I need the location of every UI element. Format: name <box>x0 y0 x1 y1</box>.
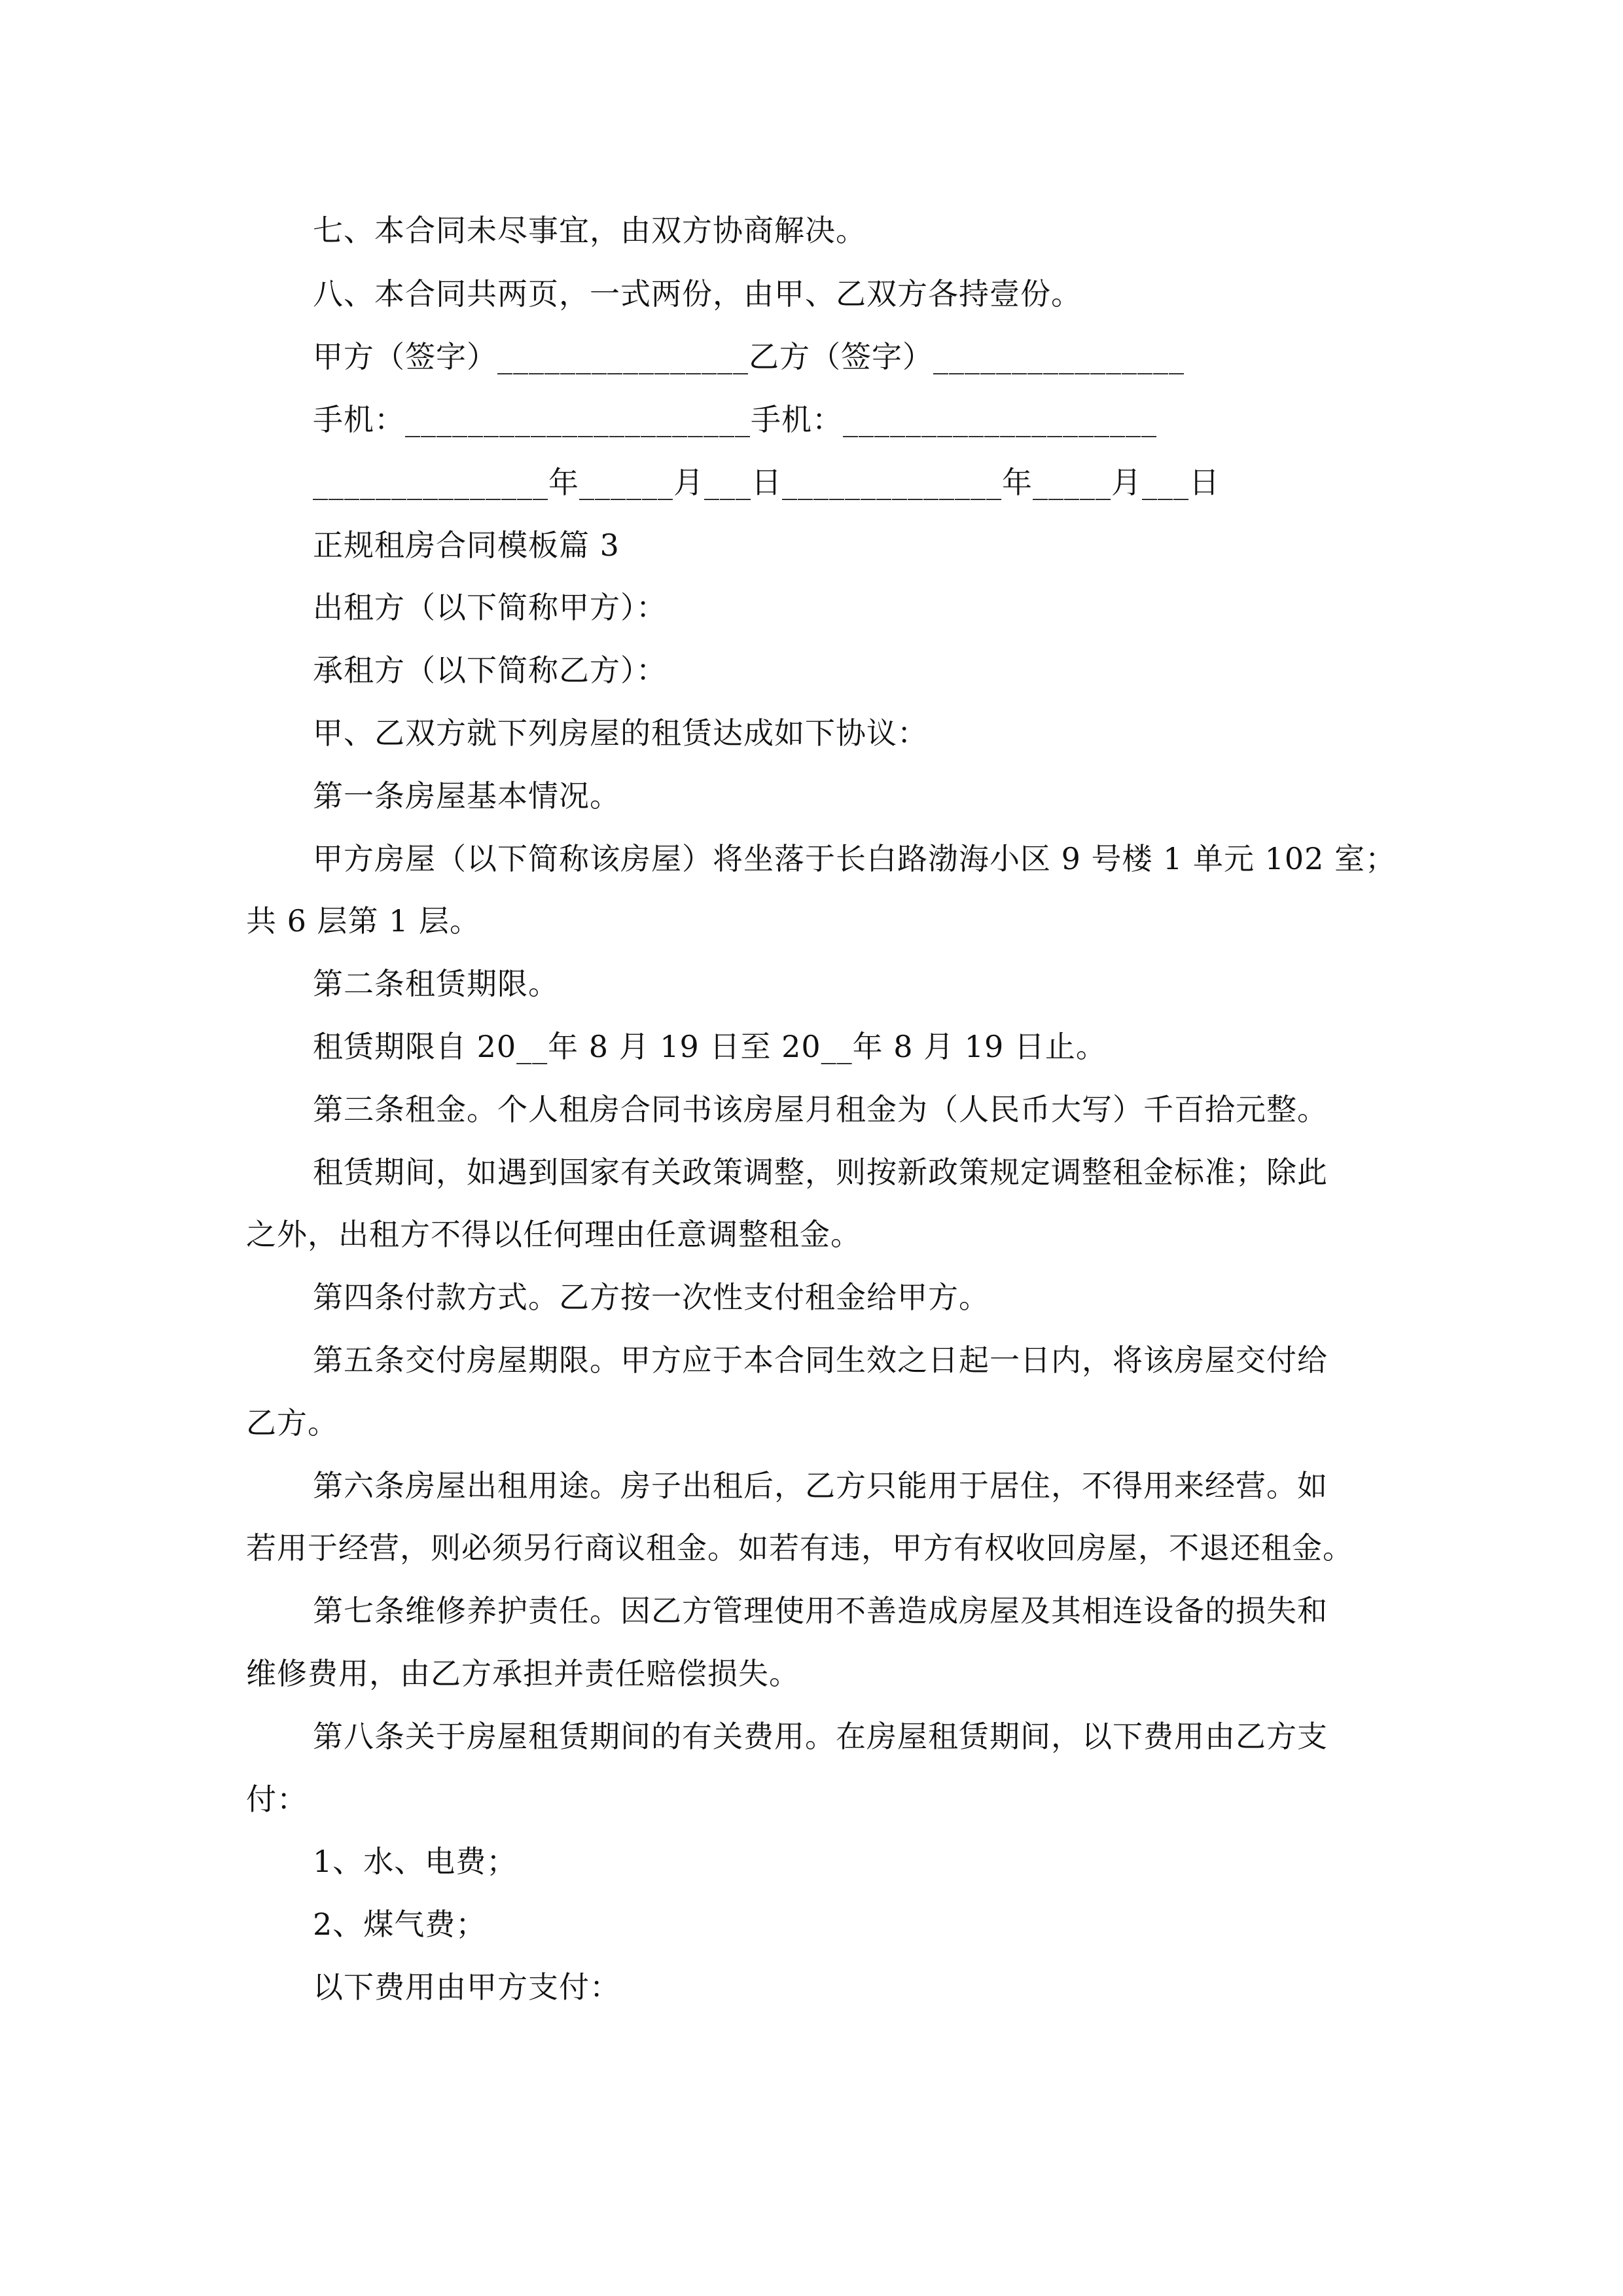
phone-line: 手机：______________________手机：____________________ <box>313 402 1157 437</box>
article-3-text-line: 之外，出租方不得以任何理由任意调整租金。 <box>246 1217 861 1252</box>
article-6-text-line: 第六条房屋出租用途。房子出租后，乙方只能用于居住，不得用来经营。如 <box>313 1468 1328 1503</box>
list-item: 2、煤气费； <box>313 1907 487 1942</box>
article-3-text-line: 租赁期间，如遇到国家有关政策调整，则按新政策规定调整租金标准；除此 <box>313 1155 1328 1190</box>
article-1-text-line: 甲方房屋（以下简称该房屋）将坐落于长白路渤海小区 9 号楼 1 单元 102 室； <box>313 841 1397 876</box>
article-8-text-line: 第八条关于房屋租赁期间的有关费用。在房屋租赁期间，以下费用由乙方支 <box>313 1719 1328 1754</box>
agreement-intro-line: 甲、乙双方就下列房屋的租赁达成如下协议： <box>313 715 928 751</box>
article-6-text-line: 若用于经营，则必须另行商议租金。如若有违，甲方有权收回房屋，不退还租金。 <box>246 1530 1353 1566</box>
article-7-text-line: 第七条维修养护责任。因乙方管理使用不善造成房屋及其相连设备的损失和 <box>313 1593 1328 1628</box>
article-2-text-line: 租赁期限自 20__年 8 月 19 日至 20__年 8 月 19 日止。 <box>313 1029 1107 1064</box>
article-1-text-line: 共 6 层第 1 层。 <box>246 903 481 939</box>
article-2-heading: 第二条租赁期限。 <box>313 966 559 1001</box>
clause-8-line: 八、本合同共两页，一式两份，由甲、乙双方各持壹份。 <box>313 276 1082 312</box>
article-1-heading: 第一条房屋基本情况。 <box>313 778 620 814</box>
article-8-text-line: 付： <box>246 1782 308 1817</box>
lessor-line: 出租方（以下简称甲方）： <box>313 590 667 625</box>
date-line: _______________年______月___日______________年_____月___日 <box>313 465 1220 500</box>
section-title: 正规租房合同模板篇 3 <box>313 528 620 563</box>
lessee-line: 承租方（以下简称乙方）： <box>313 653 667 688</box>
article-5-text-line: 乙方。 <box>246 1405 338 1441</box>
article-5-text-line: 第五条交付房屋期限。甲方应于本合同生效之日起一日内，将该房屋交付给 <box>313 1342 1328 1378</box>
article-4-text-line: 第四条付款方式。乙方按一次性支付租金给甲方。 <box>313 1280 990 1315</box>
article-3-text-line: 第三条租金。个人租房合同书该房屋月租金为（人民币大写）千百拾元整。 <box>313 1092 1328 1127</box>
lessor-expenses-heading: 以下费用由甲方支付： <box>313 1969 620 2005</box>
signature-line: 甲方（签字）________________乙方（签字）________________ <box>313 339 1185 374</box>
article-7-text-line: 维修费用，由乙方承担并责任赔偿损失。 <box>246 1656 800 1691</box>
list-item: 1、水、电费； <box>313 1844 518 1879</box>
clause-7-line: 七、本合同未尽事宜，由双方协商解决。 <box>313 213 866 248</box>
